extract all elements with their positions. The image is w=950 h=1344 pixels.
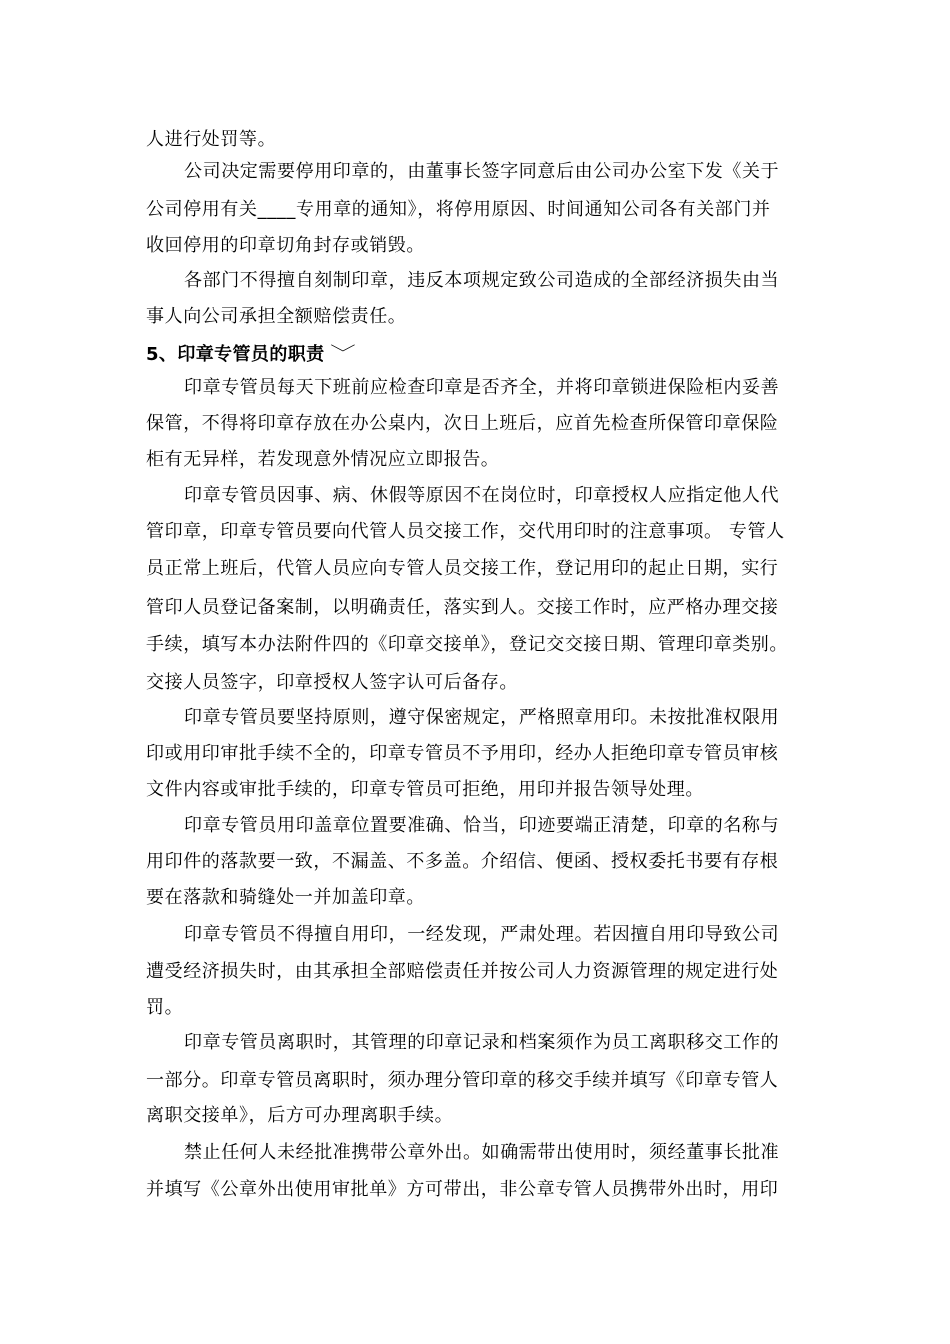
text-line: 收回停用的印章切角封存或销毁。 [146,235,425,256]
text-line: 管印人员登记备案制，以明确责任，落实到人。交接工作时，应严格办理交接 [146,597,779,618]
text-line: 用印件的落款要一致，不漏盖、不多盖。介绍信、便函、授权委托书要有存根 [146,851,779,872]
text-line: 交接人员签字，印章授权人签字认可后备存。 [146,672,518,693]
text-line: 离职交接单》，后方可办理离职手续。 [146,1105,454,1126]
text-line: 员正常上班后，代管人员应向专管人员交接工作，登记用印的起止日期，实行 [146,558,779,579]
text-line: 公司停用有关____专用章的通知》，将停用原因、时间通知公司各有关部门并 [146,199,771,220]
text-line: 文件内容或审批手续的，印章专管员可拒绝，用印并报告领导处理。 [146,779,704,800]
paragraph-first-line: 印章专管员要坚持原则，遵守保密规定，严格照章用印。未按批准权限用 [184,707,780,728]
text-line: 人进行处罚等。 [146,129,277,150]
text-line: 遭受经济损失时，由其承担全部赔偿责任并按公司人力资源管理的规定进行处 [146,961,779,982]
paragraph-first-line: 公司决定需要停用印章的，由董事长签字同意后由公司办公室下发《关于 [184,161,780,182]
text-line: 柜有无异样，若发现意外情况应立即报告。 [146,449,500,470]
paragraph-first-line: 印章专管员离职时，其管理的印章记录和档案须作为员工离职移交工作的 [184,1032,780,1053]
paragraph-first-line: 印章专管员每天下班前应检查印章是否齐全，并将印章锁进保险柜内妥善 [184,377,780,398]
paragraph-first-line: 印章专管员不得擅自用印，一经发现，严肃处理。若因擅自用印导致公司 [184,924,780,945]
text-line: 要在落款和骑缝处一并加盖印章。 [146,887,425,908]
text-line: 一部分。印章专管员离职时，须办理分管印章的移交手续并填写《印章专管人 [146,1070,779,1091]
text-line: 保管，不得将印章存放在办公桌内，次日上班后，应首先检查所保管印章保险 [146,413,779,434]
section-heading-text: 5、印章专管员的职责 [146,344,325,365]
section-heading [146,338,836,368]
text-line: 并填写《公章外出使用审批单》方可带出，非公章专管人员携带外出时，用印 [146,1179,779,1200]
text-line: 管印章，印章专管员要向代管人员交接工作，交代用印时的注意事项。 专管人 [146,521,785,542]
paragraph-first-line: 各部门不得擅自刻制印章，违反本项规定致公司造成的全部经济损失由当 [184,270,780,291]
text-line: 手续，填写本办法附件四的《印章交接单》，登记交交接日期、管理印章类别。 [146,634,788,655]
paragraph-first-line: 印章专管员因事、病、休假等原因不在岗位时，印章授权人应指定他人代 [184,485,780,506]
text-line: 印或用印审批手续不全的，印章专管员不予用印，经办人拒绝印章专管员审核 [146,743,779,764]
text-line: 事人向公司承担全额赔偿责任。 [146,306,407,327]
chevron-mark-icon: ﹀ [329,343,356,362]
paragraph-first-line: 禁止任何人未经批准携带公章外出。如确需带出使用时，须经董事长批准 [184,1142,780,1163]
paragraph-first-line: 印章专管员用印盖章位置要准确、恰当，印迹要端正清楚，印章的名称与 [184,815,780,836]
text-line: 罚。 [146,997,184,1018]
